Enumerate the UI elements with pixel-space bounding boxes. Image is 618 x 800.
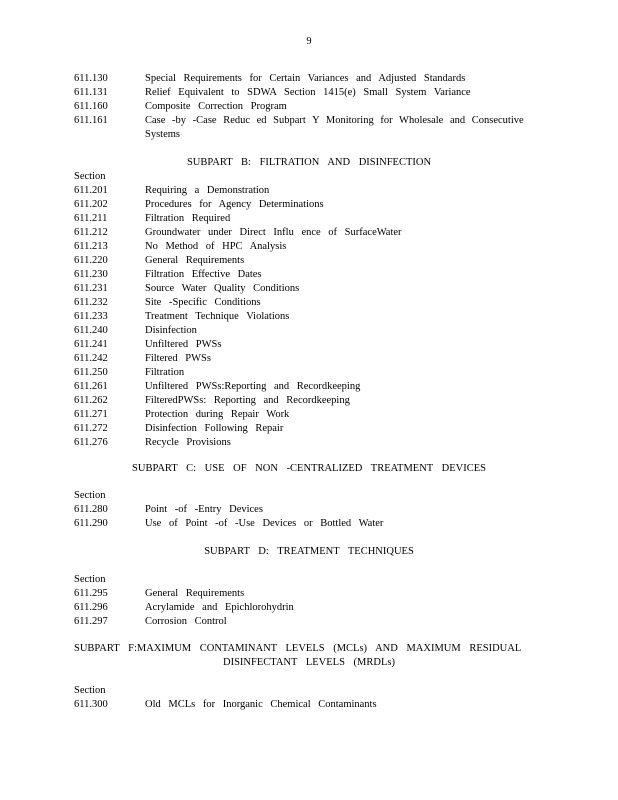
section-row — [74, 422, 544, 436]
section-row — [74, 324, 544, 338]
section-title: No Method of HPC Analysis — [145, 241, 287, 252]
section-title: General Requirements — [145, 255, 245, 266]
section-row — [74, 503, 544, 517]
section-number: 611.295 — [74, 588, 108, 599]
section-number: 611.161 — [74, 115, 108, 126]
section-title: Unfiltered PWSs:Reporting and Recordkeeping — [145, 381, 361, 392]
section-number: 611.262 — [74, 395, 108, 406]
section-number: 611.220 — [74, 255, 108, 266]
section-row — [74, 366, 544, 380]
section-row — [74, 310, 544, 324]
section-number: 611.241 — [74, 339, 108, 350]
page-number: 9 — [306, 36, 312, 47]
section-title: General Requirements — [145, 588, 245, 599]
section-title: Relief Equivalent to SDWA Section 1415(e) Small System Variance — [145, 87, 471, 98]
section-row — [74, 394, 544, 408]
section-title: Corrosion Control — [145, 616, 227, 627]
section-number: 611.271 — [74, 409, 108, 420]
section-row — [74, 114, 544, 142]
section-number: 611.276 — [74, 437, 108, 448]
section-row — [74, 268, 544, 282]
section-title: Disinfection Following Repair — [145, 423, 284, 434]
section-row — [74, 615, 544, 629]
subpart-b-heading: SUBPART B: FILTRATION AND DISINFECTION — [186, 157, 432, 168]
section-row — [74, 100, 544, 114]
section-row — [74, 184, 544, 198]
section-label: Section — [74, 574, 106, 585]
section-list-subpart-b — [74, 184, 544, 450]
section-number: 611.211 — [74, 213, 108, 224]
section-number: 611.297 — [74, 616, 108, 627]
section-row — [74, 408, 544, 422]
section-title: Composite Correction Program — [145, 101, 287, 112]
section-title: Groundwater under Direct Influ ence of SurfaceWater — [145, 227, 402, 238]
section-title: Requiring a Demonstration — [145, 185, 270, 196]
section-label: Section — [74, 685, 106, 696]
section-number: 611.280 — [74, 504, 108, 515]
section-label: Section — [74, 171, 106, 182]
section-row — [74, 198, 544, 212]
section-title: Disinfection — [145, 325, 197, 336]
section-row — [74, 601, 544, 615]
section-row — [74, 352, 544, 366]
section-row — [74, 517, 544, 531]
section-list-subpart-c — [74, 503, 544, 531]
section-row — [74, 587, 544, 601]
section-title: Unfiltered PWSs — [145, 339, 222, 350]
section-number: 611.296 — [74, 602, 108, 613]
section-row — [74, 226, 544, 240]
section-list-subpart-d — [74, 587, 544, 629]
section-number: 611.130 — [74, 73, 108, 84]
section-title: Special Requirements for Certain Variances and Adjusted Standards — [145, 73, 466, 84]
subpart-f-heading-line2: DISINFECTANT LEVELS (MRDLs) — [223, 657, 395, 668]
section-number: 611.201 — [74, 185, 108, 196]
section-title: Filtration Effective Dates — [145, 269, 262, 280]
section-label: Section — [74, 490, 106, 501]
section-title: Point -of -Entry Devices — [145, 504, 263, 515]
section-title: Case -by -Case Reduc ed Subpart Y Monitoring for Wholesale and Consecutive Systems — [145, 115, 524, 140]
section-title: Acrylamide and Epichlorohydrin — [145, 602, 294, 613]
section-title: Filtration Required — [145, 213, 231, 224]
section-row — [74, 296, 544, 310]
section-title: Treatment Technique Violations — [145, 311, 290, 322]
section-number: 611.300 — [74, 699, 108, 710]
section-title: Procedures for Agency Determinations — [145, 199, 324, 210]
section-number: 611.250 — [74, 367, 108, 378]
section-number: 611.160 — [74, 101, 108, 112]
section-row — [74, 86, 544, 100]
section-title: Use of Point -of -Use Devices or Bottled Water — [145, 518, 384, 529]
subpart-c-heading: SUBPART C: USE OF NON -CENTRALIZED TREATMENT DEVICES — [132, 463, 486, 474]
section-number: 611.290 — [74, 518, 108, 529]
section-title: Site -Specific Conditions — [145, 297, 261, 308]
section-row — [74, 212, 544, 226]
section-row — [74, 254, 544, 268]
section-row — [74, 380, 544, 394]
section-row — [74, 436, 544, 450]
section-number: 611.240 — [74, 325, 108, 336]
section-row — [74, 240, 544, 254]
section-number: 611.202 — [74, 199, 108, 210]
section-number: 611.233 — [74, 311, 108, 322]
subpart-f-heading-line1: SUBPART F:MAXIMUM CONTAMINANT LEVELS (MCLs) AND MAXIMUM RESIDUAL — [74, 643, 522, 654]
section-number: 611.212 — [74, 227, 108, 238]
section-list-subpart-f — [74, 698, 544, 712]
section-number: 611.213 — [74, 241, 108, 252]
subpart-d-heading: SUBPART D: TREATMENT TECHNIQUES — [204, 546, 414, 557]
section-title: Filtered PWSs — [145, 353, 211, 364]
section-row — [74, 282, 544, 296]
section-number: 611.242 — [74, 353, 108, 364]
section-list-general — [74, 72, 544, 142]
section-title: Protection during Repair Work — [145, 409, 290, 420]
section-number: 611.272 — [74, 423, 108, 434]
section-number: 611.131 — [74, 87, 108, 98]
section-row — [74, 338, 544, 352]
section-number: 611.230 — [74, 269, 108, 280]
section-title: Filtration — [145, 367, 185, 378]
section-row — [74, 72, 544, 86]
section-title: Old MCLs for Inorganic Chemical Contaminants — [145, 699, 377, 710]
section-title: FilteredPWSs: Reporting and Recordkeeping — [145, 395, 350, 406]
section-number: 611.261 — [74, 381, 108, 392]
section-number: 611.232 — [74, 297, 108, 308]
section-title: Recycle Provisions — [145, 437, 231, 448]
section-number: 611.231 — [74, 283, 108, 294]
section-title: Source Water Quality Conditions — [145, 283, 300, 294]
section-row — [74, 698, 544, 712]
